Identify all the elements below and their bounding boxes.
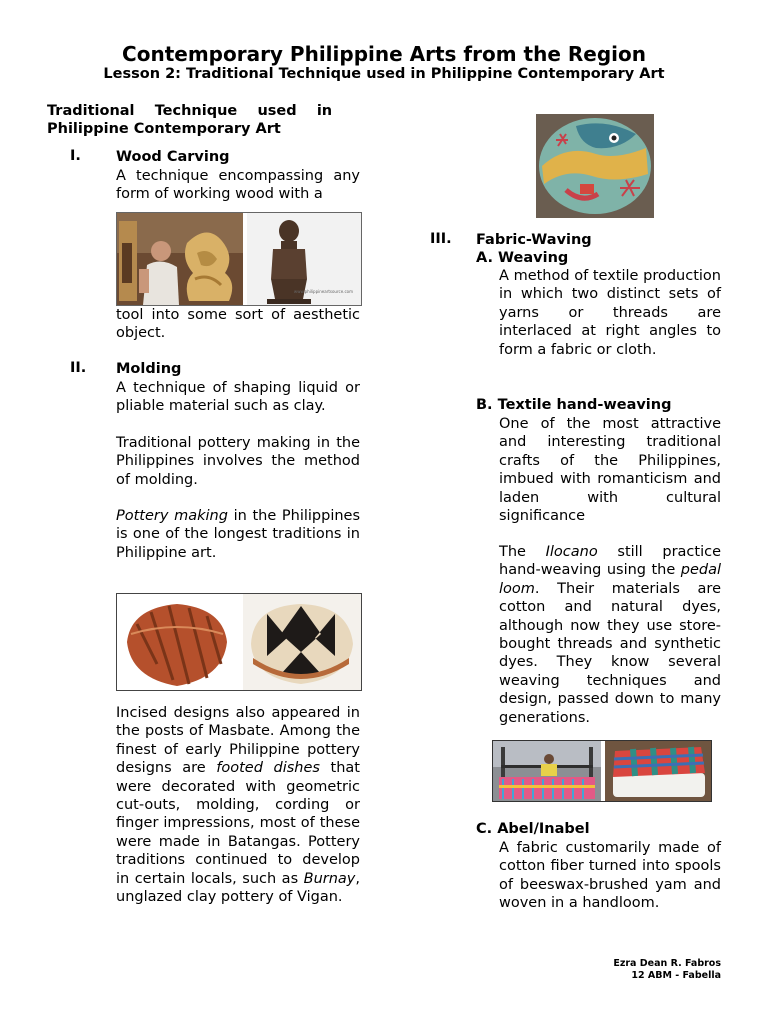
pottery-photo: [116, 593, 362, 691]
section-heading-line2: Philippine Contemporary Art: [47, 121, 281, 137]
molding-paragraph-4: Incised designs also appeared in the posts of Masbate. Among the finest of early Philippine pottery designs are footed dishes that were decorated with geometric cut-outs, molding, cording or finger impressions, most of these were made in Batangas. Pottery traditions continued to develop in certain locals, such as Burnay, unglazed clay pottery of Vigan.: [116, 705, 360, 906]
numeral-ii: II.: [70, 360, 87, 376]
abel-inabel-title: C. Abel/Inabel: [476, 821, 590, 837]
weaving-illustration: [493, 741, 711, 801]
wood-carving-title: Wood Carving: [116, 149, 230, 165]
author-section: 12 ABM - Fabella: [631, 970, 721, 981]
molding-title: Molding: [116, 361, 182, 377]
weaving-text: A method of textile production in which two distinct sets of yarns or threads are interlaced at right angles to form a fabric or cloth.: [499, 268, 721, 358]
wood-carving-text-a: A technique encompassing any form of working wood with a: [116, 168, 360, 203]
numeral-iii: III.: [430, 231, 452, 247]
pedal-loom-emphasis: pedal loom: [499, 562, 721, 597]
burnay-emphasis: Burnay: [303, 870, 356, 887]
pottery-illustration: [117, 594, 361, 690]
section-heading-line1: Traditional Technique used in: [47, 103, 333, 119]
textile-paragraph-2: The Ilocano still practice hand-weaving using the pedal loom. Their materials are cotton and natural dyes, although now they use store-bought threads and synthetic dyes. They know several weaving techniques and design, passed down to many generations.: [499, 544, 721, 726]
page-subtitle: Lesson 2: Traditional Technique used in Philippine Contemporary Art: [103, 66, 665, 82]
textile-hand-weaving-title: B. Textile hand-weaving: [476, 397, 672, 413]
footed-dishes-emphasis: footed dishes: [216, 760, 320, 777]
fabric-waving-title: Fabric-Waving: [476, 232, 592, 248]
textile-paragraph-1: One of the most attractive and interesting traditional crafts of the Philippines, imbued with romanticism and laden with cultural significance: [499, 416, 721, 525]
molding-paragraph-1: A technique of shaping liquid or pliable material such as clay.: [116, 380, 360, 415]
weaving-photo: [492, 740, 712, 802]
molding-paragraph-2: Traditional pottery making in the Philippines involves the method of molding.: [116, 435, 360, 488]
author-name: Ezra Dean R. Fabros: [613, 958, 721, 969]
pottery-making-emphasis: Pottery making: [116, 508, 228, 524]
weaving-title: A. Weaving: [476, 250, 569, 266]
numeral-i: I.: [70, 148, 81, 164]
wood-carving-text-b: tool into some sort of aesthetic object.: [116, 307, 360, 342]
wood-carving-photo: [116, 212, 362, 306]
painted-stone-photo: [536, 114, 654, 218]
ilocano-emphasis: Ilocano: [545, 544, 598, 560]
molding-paragraph-3: Pottery making in the Philippines is one of the longest traditions in Philippine art.: [116, 508, 361, 561]
wood-carving-illustration: [117, 213, 361, 305]
painted-stone-illustration: [536, 114, 654, 218]
watermark: www.philippineartsource.com: [293, 289, 353, 294]
abel-inabel-text: A fabric customarily made of cotton fiber turned into spools of beeswax-brushed yam and woven in a handloom.: [499, 840, 721, 912]
page-title: Contemporary Philippine Arts from the Region: [122, 42, 646, 66]
